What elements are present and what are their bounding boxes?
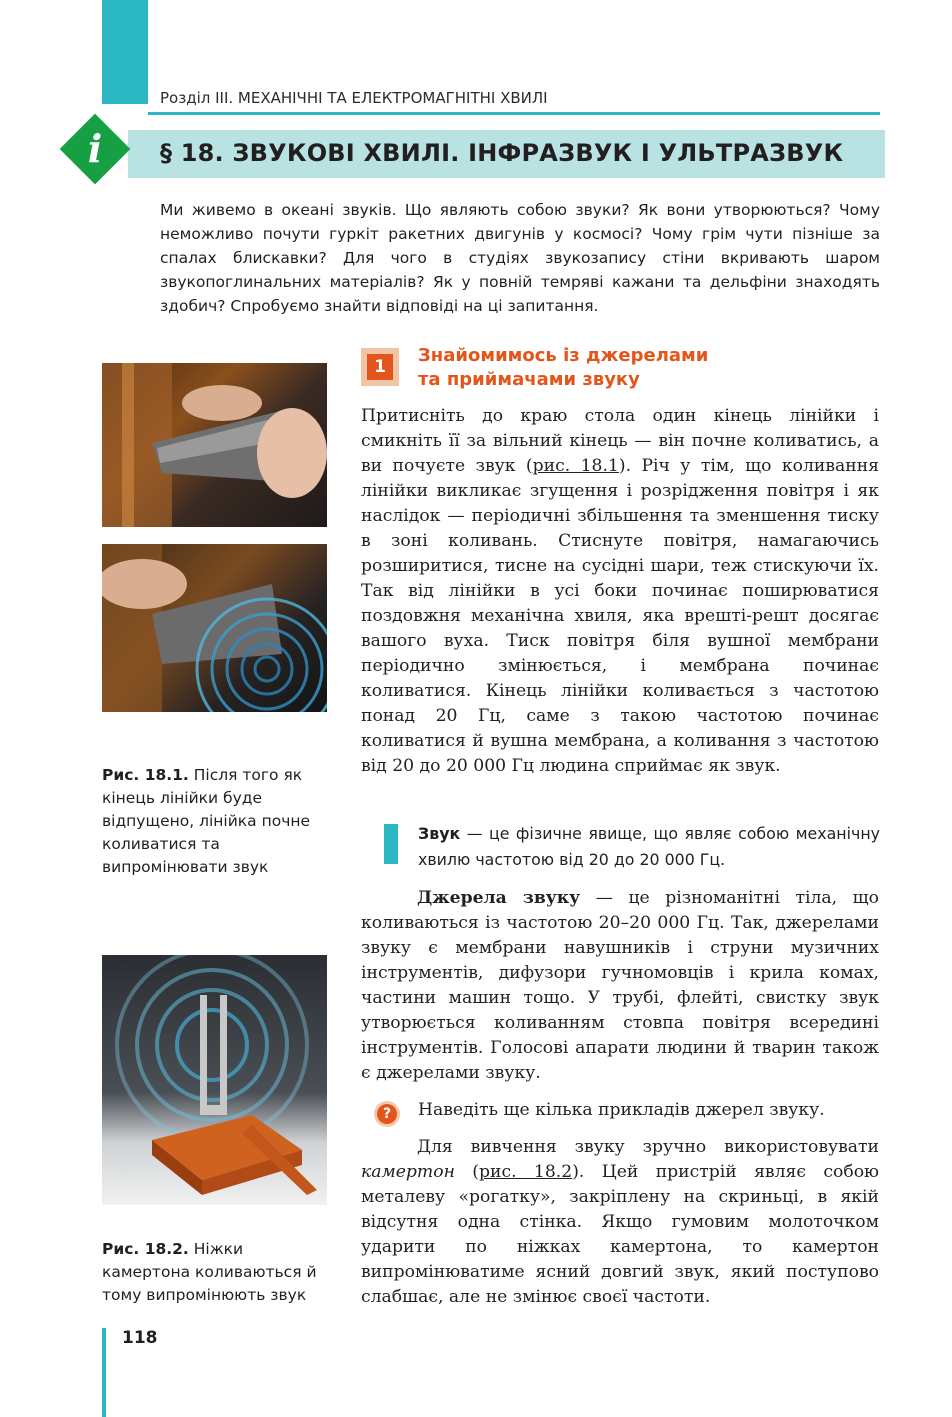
paragraph-1-text bbox=[361, 404, 879, 779]
footer-accent-bar bbox=[102, 1328, 106, 1417]
section-title-line-2: та приймачами звуку bbox=[418, 369, 640, 390]
tuning-fork-photo-art bbox=[102, 955, 327, 1205]
figure-18-2-text: Ніжки камертона коливаються й тому випромінюють звук bbox=[102, 1240, 317, 1304]
section-header: Розділ ІІІ. МЕХАНІЧНІ ТА ЕЛЕКТРОМАГНІТНІ ХВИЛІ bbox=[160, 89, 548, 107]
definition-body: — це фізичне явище, що являє собою механічну хвилю частотою від 20 до 20 000 Гц. bbox=[418, 824, 880, 869]
paragraph-3-part-c: ). Цей пристрій являє собою металеву «рогатку», закріплену на скриньці, в якій відсутня одна стінка. Якщо гумовим молоточком ударити по ніжках камертона, то камертон випромінюватиме ясний довгий звук, який поступово слабшає, але не змінює своєї частоти. bbox=[361, 1162, 880, 1307]
definition-marker bbox=[384, 824, 398, 864]
definition-text bbox=[418, 821, 880, 873]
top-accent-bar bbox=[102, 0, 148, 104]
ruler-photo-2 bbox=[102, 544, 327, 712]
info-icon-letter: i bbox=[87, 126, 103, 171]
definition-box bbox=[418, 821, 880, 873]
header-divider bbox=[148, 112, 880, 115]
figure-18-2-label: Рис. 18.2. bbox=[102, 1240, 189, 1258]
section-number: 1 bbox=[367, 354, 393, 380]
ruler-photo-1 bbox=[102, 363, 327, 527]
paragraph-1 bbox=[361, 404, 879, 779]
paragraph-1-part-b: ). Річ у тім, що коливання лінійки викликає згущення і розрідження повітря і як наслідок — періодичні збільшення та зменшення тиску в зоні коливань. Стиснуте повітря, намагаючись розширитися, тисне на сусідні шари, теж стискуючи їх. Так від лінійки в усі боки починає поширюватися поздовжня механічна хвиля, яка врешті-решт досягає вашого вуха. Тиск повітря біля вушної мембрани періодично змінюється, і мембрана починає коливатися. Кінець лінійки коливається з частотою понад 20 Гц, саме з такою частотою починає коливатися й вушна мембрана, а коливання з частотою від 20 до 20 000 Гц людина сприймає як звук. bbox=[361, 456, 879, 776]
figure-18-2-caption bbox=[102, 1238, 332, 1307]
figure-18-1-text: Після того як кінець лінійки буде відпущено, лінійка почне коливатися та випромінювати звук bbox=[102, 766, 311, 876]
paragraph-3-part-a: Для вивчення звуку зручно використовувати bbox=[417, 1137, 879, 1157]
paragraph-1-part-a: Притисніть до краю стола один кінець лінійки і смикніть її за вільний кінець — він почне коливатись, а ви почуєте звук ( bbox=[361, 406, 879, 476]
figure-18-1-caption bbox=[102, 764, 332, 879]
intro-paragraph: Ми живемо в океані звуків. Що являють собою звуки? Як вони утворюються? Чому неможливо почути гуркіт ракетних двигунів у космосі? Чому грім чути пізніше за спалах блискавки? Для чого в студіях звукозапису стіни вкривають шаром звукопоглинальних матеріалів? Як у повній темряві кажани та дельфіни знаходять здобич? Спробуємо знайти відповіді на ці запитання. bbox=[160, 201, 880, 315]
question-text: Наведіть ще кілька прикладів джерел звуку. bbox=[418, 1100, 825, 1120]
paragraph-title: § 18. ЗВУКОВІ ХВИЛІ. ІНФРАЗВУК І УЛЬТРАЗВУК bbox=[160, 139, 844, 167]
ruler-photo-2-art bbox=[102, 544, 327, 712]
paragraph-2 bbox=[361, 886, 879, 1086]
paragraph-2-body: — це різноманітні тіла, що коливаються із частотою 20–20 000 Гц. Так, джерелами звуку є мембрани навушників і струни музичних інструментів, дифузори гучномовців і крила комах, частини машин тощо. У трубі, флейті, свистку звук утворюється коливанням стовпа повітря всередині інструментів. Голосові апарати людини й тварин також є джерелами звуку. bbox=[361, 888, 880, 1083]
ruler-photo-1-art bbox=[102, 363, 327, 527]
paragraph-2-term: Джерела звуку bbox=[417, 888, 581, 908]
figure-18-1-label: Рис. 18.1. bbox=[102, 766, 189, 784]
figure-18-1-link[interactable]: рис. 18.1 bbox=[532, 456, 619, 476]
paragraph-2-text bbox=[361, 886, 879, 1086]
tuning-fork-photo bbox=[102, 955, 327, 1205]
paragraph-3-part-b: ( bbox=[454, 1162, 479, 1182]
paragraph-3-text bbox=[361, 1135, 879, 1310]
figure-18-2-link[interactable]: рис. 18.2 bbox=[478, 1162, 573, 1182]
page-number: 118 bbox=[122, 1328, 158, 1348]
paragraph-3 bbox=[361, 1135, 879, 1310]
section-title bbox=[418, 344, 708, 392]
intro-text bbox=[160, 198, 880, 318]
question-mark: ? bbox=[377, 1104, 397, 1124]
section-title-line-1: Знайомимось із джерелами bbox=[418, 345, 709, 366]
tuning-fork-term: камертон bbox=[361, 1162, 455, 1182]
definition-term: Звук bbox=[418, 824, 461, 843]
